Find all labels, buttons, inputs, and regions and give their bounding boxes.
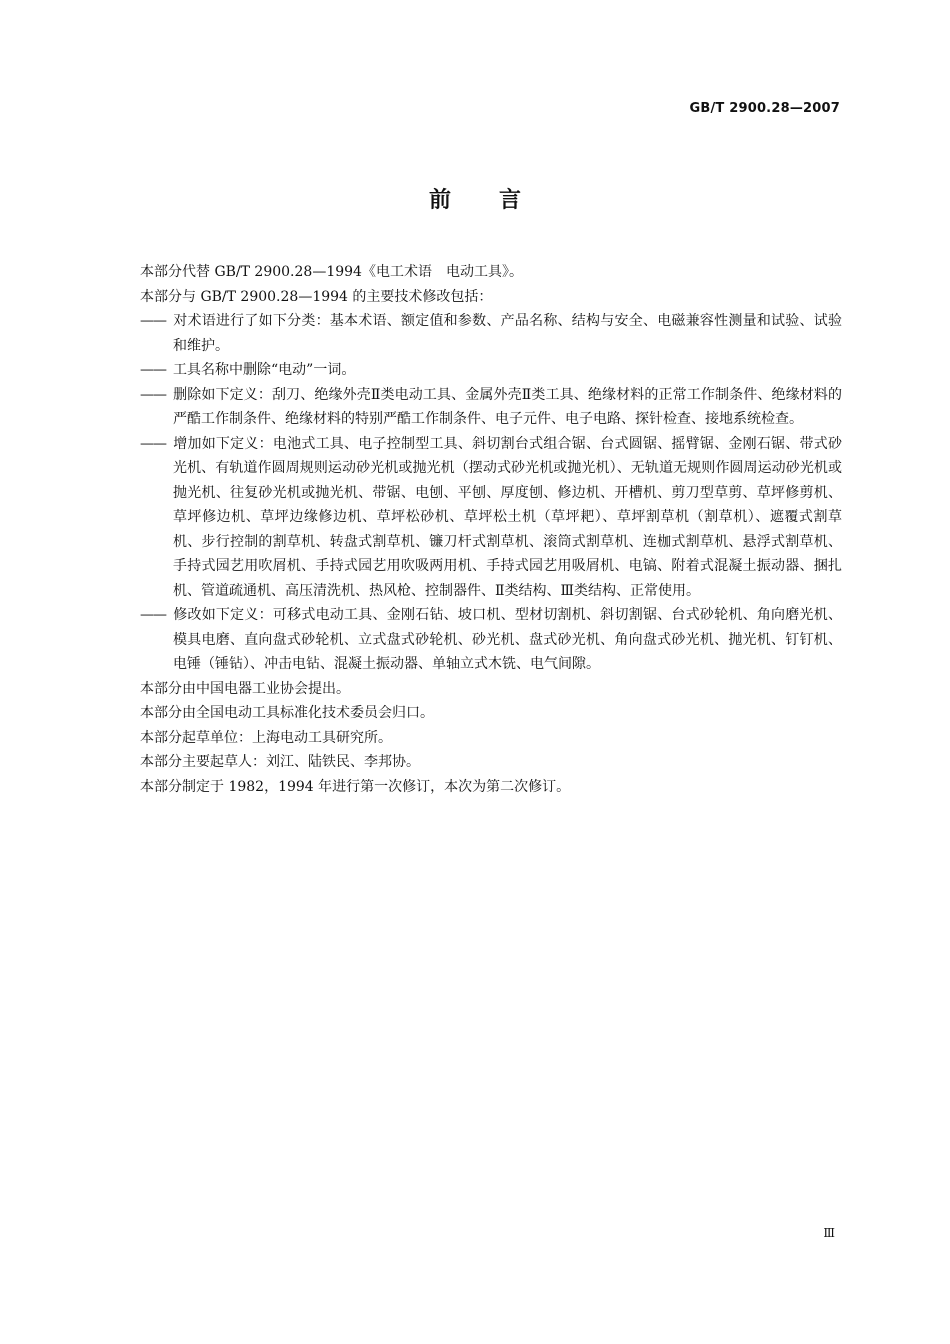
change-item-text: 对术语进行了如下分类：基本术语、额定值和参数、产品名称、结构与安全、电磁兼容性测量和试验、试验和维护。 (173, 313, 842, 354)
dash-marker: —— (140, 435, 166, 452)
paragraph-changes-intro: 本部分与 GB/T 2900.28—1994 的主要技术修改包括： (140, 288, 493, 305)
change-item-text: 增加如下定义：电池式工具、电子控制型工具、斜切割台式组合锯、台式圆锯、摇臂锯、金刚石锯、带式砂光机、有轨道作圆周规则运动砂光机或抛光机（摆动式砂光机或抛光机）、无轨道无规则作圆周运动砂光机或抛光机、往复砂光机或抛光机、带锯、电刨、平刨、厚度刨、修边机、开槽机、剪刀型草剪、草坪修剪机、草坪修边机、草坪边缘修边机、草坪松砂机、草坪松土机（草坪耙）、草坪割草机（割草机）、遮覆式割草机、步行控制的割草机、转盘式割草机、镰刀杆式割草机、滚筒式割草机、连枷式割草机、悬浮式割草机、手持式园艺用吹屑机、手持式园艺用吹吸两用机、手持式园艺用吸屑机、电镐、附着式混凝土振动器、捆扎机、管道疏通机、高压清洗机、热风枪、控制器件、Ⅱ类结构、Ⅲ类结构、正常使用。 (173, 435, 842, 599)
dash-marker: —— (140, 362, 166, 378)
page-number: Ⅲ (823, 1226, 835, 1240)
document-code: GB/T 2900.28—2007 (689, 101, 840, 116)
paragraph-replaces: 本部分代替 GB/T 2900.28—1994《电工术语 电动工具》。 (140, 264, 523, 280)
paragraph-drafting-unit: 本部分起草单位：上海电动工具研究所。 (140, 729, 392, 746)
paragraph-revision-history: 本部分制定于 1982，1994 年进行第一次修订，本次为第二次修订。 (140, 778, 571, 795)
dash-marker: —— (140, 607, 166, 623)
change-item-added-definitions (140, 432, 842, 604)
paragraph-proposer: 本部分由中国电器工业协会提出。 (140, 680, 350, 697)
change-item-text: 修改如下定义：可移式电动工具、金刚石钻、坡口机、型材切割机、斜切割锯、台式砂轮机、角向磨光机、模具电磨、直向盘式砂轮机、立式盘式砂轮机、砂光机、盘式砂光机、角向盘式砂光机、抛光机、钉钉机、电锤（锤钻）、冲击电钻、混凝土振动器、单轴立式木铣、电气间隙。 (173, 607, 842, 672)
dash-marker: —— (140, 386, 166, 403)
change-item-text: 工具名称中删除“电动”一词。 (173, 362, 356, 378)
paragraph-committee: 本部分由全国电动工具标准化技术委员会归口。 (140, 705, 434, 721)
paragraph-drafters: 本部分主要起草人：刘江、陆铁民、李邦协。 (140, 754, 420, 770)
dash-marker: —— (140, 313, 166, 329)
change-item-text: 删除如下定义：刮刀、绝缘外壳Ⅱ类电动工具、金属外壳Ⅱ类工具、绝缘材料的正常工作制条件、绝缘材料的严酷工作制条件、绝缘材料的特别严酷工作制条件、电子元件、电子电路、探针检查、接地系统检查。 (173, 386, 842, 427)
change-item-name-removal (140, 358, 842, 383)
change-item-deleted-definitions (140, 383, 842, 432)
change-item-modified-definitions (140, 603, 842, 677)
foreword-body (140, 260, 842, 799)
change-item-classification (140, 309, 842, 358)
page-title: 前言 (428, 188, 569, 213)
